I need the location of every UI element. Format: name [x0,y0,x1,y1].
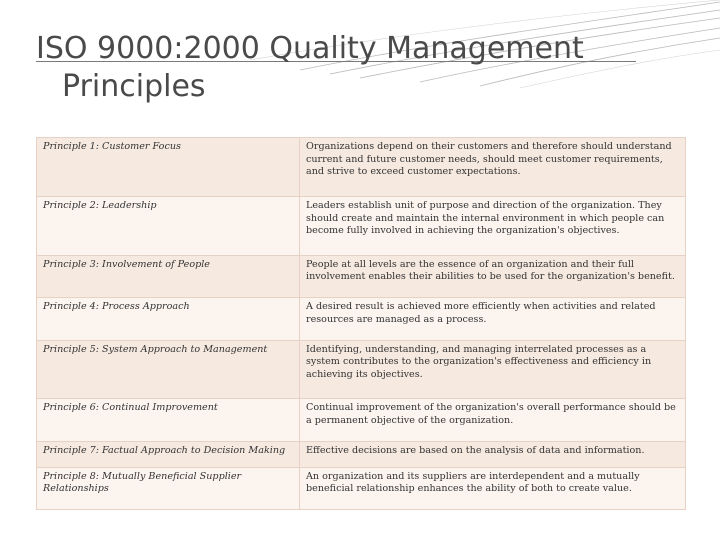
table-row [37,467,686,509]
principle-description: Identifying, understanding, and managing interrelated processes as a system contributes to the organization's effectiveness and efficiency in achieving its objectives. [300,340,686,399]
principle-description: Organizations depend on their customers and therefore should understand current and future customer needs, should meet customer requirements, and strive to exceed customer expectations. [300,138,686,197]
slide-title [36,30,676,106]
slide-title-line-2: Principles [62,69,206,104]
principle-name: Principle 4: Process Approach [37,298,300,340]
principle-description: People at all levels are the essence of an organization and their full involvement enables their abilities to be used for the organization's benefit. [300,255,686,297]
principle-name: Principle 1: Customer Focus [37,138,300,197]
principle-name: Principle 8: Mutually Beneficial Supplier Relationships [37,467,300,509]
table-row [37,399,686,441]
principle-name: Principle 5: System Approach to Management [37,340,300,399]
slide-title-line-1: ISO 9000:2000 Quality Management [36,31,584,66]
table-row [37,138,686,197]
table-row [37,441,686,467]
principle-description: Effective decisions are based on the analysis of data and information. [300,441,686,467]
principle-name: Principle 7: Factual Approach to Decision Making [37,441,300,467]
principle-description: Leaders establish unit of purpose and direction of the organization. They should create and maintain the internal environment in which people can become fully involved in achieving the organization's objectives. [300,196,686,255]
principle-description: Continual improvement of the organization's overall performance should be a permanent objective of the organization. [300,399,686,441]
principle-name: Principle 2: Leadership [37,196,300,255]
principle-description: An organization and its suppliers are interdependent and a mutually beneficial relationship enhances the ability of both to create value. [300,467,686,509]
table-row [37,298,686,340]
principle-name: Principle 6: Continual Improvement [37,399,300,441]
table-row [37,340,686,399]
principles-table [36,137,686,510]
principle-description: A desired result is achieved more efficiently when activities and related resources are managed as a process. [300,298,686,340]
table-row [37,255,686,297]
principles-table-container [36,137,686,510]
table-row [37,196,686,255]
principle-name: Principle 3: Involvement of People [37,255,300,297]
